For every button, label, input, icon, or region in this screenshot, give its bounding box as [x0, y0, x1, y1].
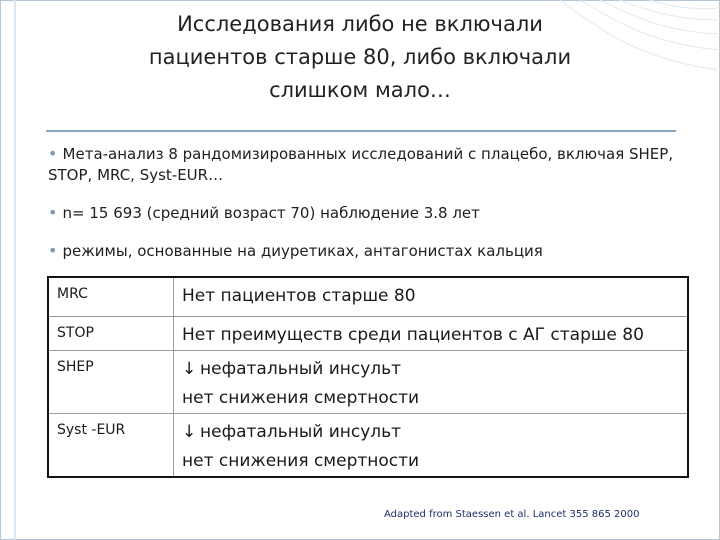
study-result-cell: [174, 350, 689, 413]
result-line: нет снижения смертности: [182, 387, 420, 408]
bullet-text: Мета-анализ 8 рандомизированных исследований с плацебо, включая SHEP,: [62, 145, 674, 163]
study-result-cell: [174, 316, 689, 350]
table-row: [48, 350, 688, 413]
bullet-text-continuation: STOP, MRC, Syst-EUR…: [48, 166, 224, 184]
bullet-dot-icon: •: [48, 203, 63, 222]
result-line: [182, 418, 687, 447]
study-name-cell: MRC: [48, 277, 174, 316]
bullet-regimens: [48, 240, 718, 262]
down-arrow-icon: ↓: [182, 358, 197, 379]
result-line: Нет преимуществ среди пациентов с АГ старше 80: [182, 324, 644, 345]
table-row: [48, 316, 688, 350]
title-line-2: пациентов старше 80, либо включали: [148, 45, 572, 69]
title-line-3: слишком мало…: [269, 78, 451, 102]
result-text: нефатальный инсульт: [200, 421, 402, 442]
study-name-cell: STOP: [48, 316, 174, 350]
title-line-1: Исследования либо не включали: [177, 12, 543, 36]
result-text: нефатальный инсульт: [200, 358, 402, 379]
bullet-dot-icon: •: [48, 241, 63, 260]
bullet-text: режимы, основанные на диуретиках, антагонистах кальция: [62, 242, 543, 260]
result-line: [182, 355, 687, 384]
slide-title: [120, 8, 600, 107]
table-row: [48, 413, 688, 477]
study-name-cell: Syst -EUR: [48, 413, 174, 477]
left-rule: [14, 0, 16, 540]
study-result-cell: [174, 413, 689, 477]
study-result-cell: [174, 277, 689, 316]
table-row: [48, 277, 688, 316]
result-line: Нет пациентов старше 80: [182, 286, 416, 306]
title-divider: [46, 130, 676, 132]
bullet-meta-analysis: [48, 143, 718, 186]
bullet-text: n= 15 693 (средний возраст 70) наблюдение 3.8 лет: [62, 204, 480, 222]
bullet-list: [48, 143, 718, 278]
bullet-sample-size: [48, 202, 718, 224]
studies-table: [47, 276, 689, 478]
bullet-dot-icon: •: [48, 144, 63, 163]
source-caption: Adapted from Staessen et al. Lancet 355 865 2000: [384, 509, 640, 520]
study-name-cell: SHEP: [48, 350, 174, 413]
result-line: нет снижения смертности: [182, 450, 420, 471]
down-arrow-icon: ↓: [182, 421, 197, 442]
